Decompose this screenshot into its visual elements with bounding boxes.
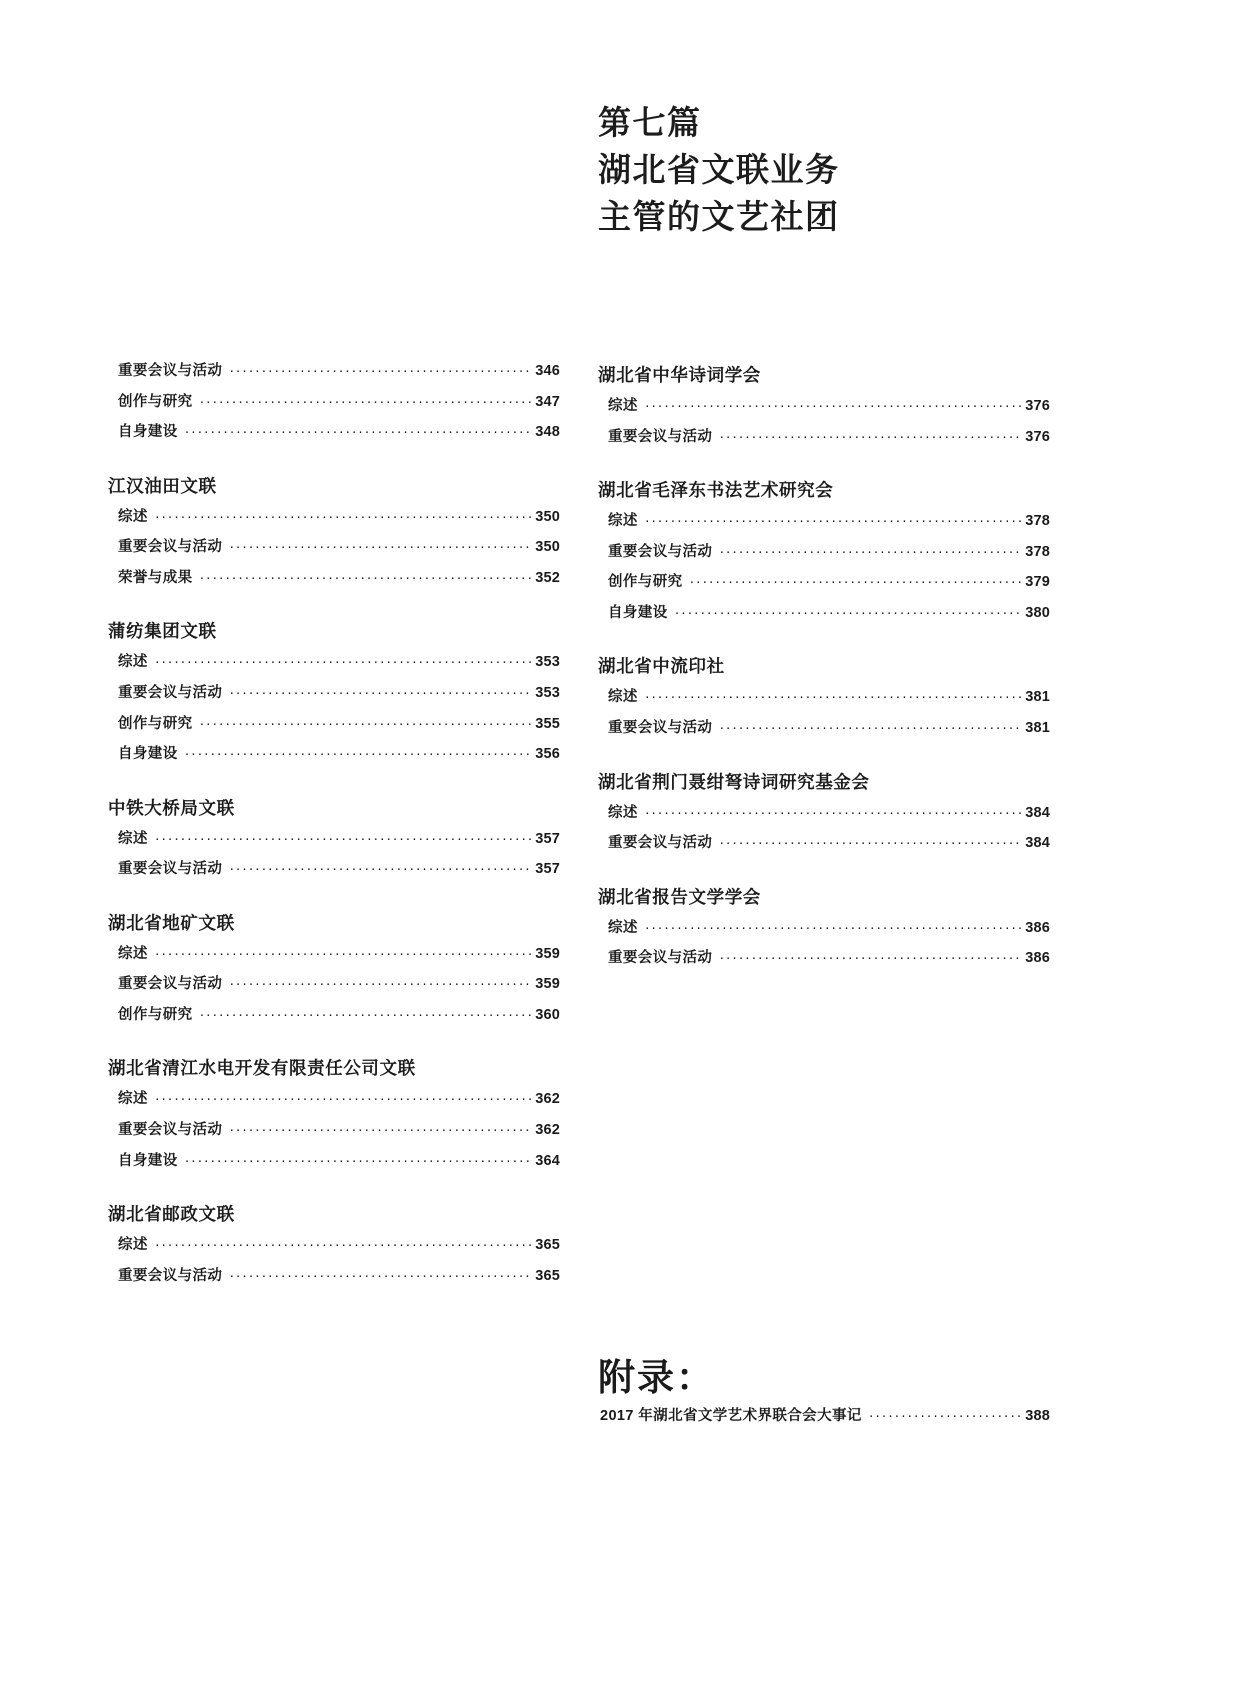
toc-entry-page-number: 357 (535, 861, 560, 878)
toc-entry-label: 综述 (118, 830, 148, 847)
toc-group-heading[interactable]: 湖北省荆门聂绀弩诗词研究基金会 (598, 771, 870, 792)
toc-entry[interactable] (108, 1236, 560, 1256)
toc-group (108, 473, 560, 589)
toc-entry-page-number: 356 (535, 746, 560, 763)
toc-leader-dots (185, 747, 533, 762)
toc-entry-label: 创作与研究 (118, 393, 193, 410)
toc-column-left (108, 362, 560, 1316)
toc-entry-page-number: 376 (1025, 398, 1050, 414)
toc-group (598, 884, 1050, 969)
toc-entry-page-number: 353 (535, 654, 560, 671)
toc-entry[interactable] (108, 1121, 560, 1141)
toc-entry[interactable] (598, 428, 1050, 448)
toc-entry[interactable] (108, 945, 560, 965)
toc-entry[interactable] (598, 573, 1050, 593)
toc-leader-dots (645, 399, 1022, 414)
toc-entry-label: 重要会议与活动 (608, 428, 713, 445)
toc-entry[interactable] (598, 512, 1050, 532)
toc-entry[interactable] (108, 975, 560, 995)
toc-entry-label: 重要会议与活动 (118, 363, 223, 379)
toc-entry-label: 综述 (118, 1091, 148, 1108)
toc-group (108, 1055, 560, 1171)
toc-entry-page-number: 352 (535, 569, 560, 586)
toc-entry-page-number: 384 (1025, 804, 1050, 821)
toc-entry-label: 2017 年湖北省文学艺术界联合会大事记 (600, 1407, 862, 1424)
toc-entry[interactable] (108, 569, 560, 589)
page-title-line-3: 主管的文艺社团 (598, 197, 840, 235)
toc-entry[interactable] (108, 1267, 560, 1287)
toc-entry-page-number: 386 (1025, 919, 1050, 936)
toc-entry-label: 重要会议与活动 (118, 861, 223, 878)
appendix-section (598, 1358, 1050, 1426)
toc-entry[interactable] (598, 543, 1050, 563)
toc-entry[interactable] (108, 362, 560, 382)
toc-entry-page-number: 357 (535, 830, 560, 847)
toc-entry-page-number: 364 (535, 1152, 560, 1169)
toc-entry-label: 综述 (608, 513, 638, 530)
toc-entry-label: 自身建设 (608, 604, 668, 621)
toc-leader-dots (155, 832, 532, 847)
toc-group (598, 477, 1050, 623)
toc-entry-label: 重要会议与活动 (608, 719, 713, 736)
toc-leader-dots (869, 1409, 1022, 1424)
toc-entry-label: 重要会议与活动 (608, 543, 713, 560)
toc-entry-label: 重要会议与活动 (118, 1267, 223, 1284)
page-title-line-1: 第七篇 (598, 104, 702, 141)
toc-entry[interactable] (598, 719, 1050, 739)
toc-leader-dots (229, 364, 532, 379)
toc-leader-dots (200, 395, 533, 410)
toc-group-heading[interactable]: 蒲纺集团文联 (108, 621, 217, 642)
toc-group (108, 618, 560, 764)
toc-leader-dots (200, 717, 533, 732)
toc-leader-dots (229, 540, 532, 555)
toc-group-heading[interactable]: 湖北省地矿文联 (108, 912, 235, 933)
toc-entry-page-number: 355 (535, 715, 560, 732)
toc-entry[interactable] (598, 688, 1050, 708)
toc-entry-page-number: 350 (535, 508, 560, 525)
toc-group (108, 362, 560, 443)
toc-group-heading[interactable]: 湖北省中华诗词学会 (598, 365, 761, 385)
toc-leader-dots (155, 655, 532, 670)
toc-group-heading[interactable]: 湖北省中流印社 (598, 656, 725, 677)
toc-entry-label: 综述 (608, 919, 638, 936)
toc-group (598, 653, 1050, 738)
toc-entry-page-number: 362 (535, 1122, 560, 1138)
toc-entry-label: 创作与研究 (118, 1006, 193, 1023)
toc-leader-dots (719, 545, 1022, 560)
toc-entry-label: 综述 (608, 804, 638, 821)
toc-entry-label: 重要会议与活动 (118, 539, 223, 556)
toc-leader-dots (155, 510, 532, 525)
toc-group-heading[interactable]: 中铁大桥局文联 (108, 797, 235, 818)
toc-leader-dots (690, 575, 1023, 590)
toc-entry-page-number: 380 (1025, 604, 1050, 621)
page-title-line-2: 湖北省文联业务 (598, 150, 840, 188)
toc-leader-dots (645, 514, 1022, 529)
toc-entry[interactable] (108, 538, 560, 558)
toc-leader-dots (155, 947, 532, 962)
toc-leader-dots (719, 721, 1022, 736)
toc-entry-page-number: 360 (535, 1006, 560, 1023)
toc-group (598, 362, 1050, 447)
toc-leader-dots (200, 1008, 533, 1023)
toc-entry[interactable] (108, 1152, 560, 1172)
toc-leader-dots (200, 571, 533, 586)
toc-leader-dots (185, 1154, 533, 1169)
toc-entry[interactable] (108, 1006, 560, 1026)
toc-entry[interactable] (108, 684, 560, 704)
toc-entry-page-number: 381 (1025, 689, 1050, 706)
toc-entry-page-number: 347 (535, 393, 560, 410)
toc-entry-page-number: 346 (535, 363, 560, 379)
toc-entry-label: 荣誉与成果 (118, 569, 193, 586)
toc-leader-dots (155, 1092, 532, 1107)
toc-group-heading[interactable]: 江汉油田文联 (108, 475, 217, 496)
toc-entry[interactable] (108, 393, 560, 413)
toc-group-heading[interactable]: 湖北省清江水电开发有限责任公司文联 (108, 1058, 416, 1079)
toc-leader-dots (645, 921, 1022, 936)
toc-group-heading[interactable]: 湖北省报告文学学会 (598, 886, 761, 907)
toc-entry[interactable] (598, 834, 1050, 854)
toc-leader-dots (719, 430, 1022, 445)
table-of-contents (0, 362, 1241, 1522)
toc-entry-page-number: 378 (1025, 513, 1050, 530)
toc-entry[interactable] (108, 860, 560, 880)
toc-group-heading[interactable]: 湖北省邮政文联 (108, 1204, 235, 1225)
toc-entry-page-number: 350 (535, 539, 560, 556)
toc-group (108, 910, 560, 1026)
toc-entry-page-number: 353 (535, 684, 560, 701)
toc-leader-dots (719, 836, 1022, 851)
toc-entry-label: 自身建设 (118, 1152, 178, 1169)
toc-entry[interactable] (598, 397, 1050, 417)
toc-entry-label: 综述 (608, 689, 638, 706)
toc-entry-label: 综述 (118, 945, 148, 962)
toc-entry-page-number: 379 (1025, 574, 1050, 591)
toc-entry-page-number: 365 (535, 1237, 560, 1254)
toc-entry[interactable] (108, 715, 560, 735)
toc-leader-dots (675, 606, 1023, 621)
toc-entry[interactable] (108, 653, 560, 673)
toc-entry-label: 综述 (118, 1237, 148, 1254)
toc-entry-page-number: 381 (1025, 719, 1050, 736)
toc-entry-label: 重要会议与活动 (118, 976, 223, 993)
toc-entry-label: 综述 (118, 654, 148, 671)
toc-entry-label: 创作与研究 (118, 715, 193, 732)
toc-leader-dots (229, 686, 532, 701)
appendix-entry-list (598, 1407, 1050, 1427)
toc-entry-label: 重要会议与活动 (608, 950, 713, 967)
toc-leader-dots (185, 425, 533, 440)
toc-entry-page-number: 378 (1025, 543, 1050, 560)
toc-entry-label: 重要会议与活动 (608, 835, 713, 852)
toc-leader-dots (229, 977, 532, 992)
toc-entry-page-number: 376 (1025, 428, 1050, 445)
toc-entry-page-number: 362 (535, 1091, 560, 1108)
toc-entry-label: 创作与研究 (608, 574, 683, 591)
toc-entry-label: 自身建设 (118, 424, 178, 441)
toc-entry[interactable] (598, 1407, 1050, 1427)
toc-entry-page-number: 365 (535, 1267, 560, 1284)
toc-group (598, 769, 1050, 854)
toc-group-heading[interactable]: 湖北省毛泽东书法艺术研究会 (598, 480, 834, 501)
toc-leader-dots (229, 1269, 532, 1284)
toc-entry-label: 自身建设 (118, 746, 178, 763)
toc-entry[interactable] (108, 830, 560, 850)
toc-entry-page-number: 348 (535, 424, 560, 441)
toc-entry-page-number: 384 (1025, 835, 1050, 852)
toc-leader-dots (645, 690, 1022, 705)
toc-group (108, 1201, 560, 1286)
toc-entry[interactable] (108, 1090, 560, 1110)
toc-entry[interactable] (598, 804, 1050, 824)
appendix-title: 附录： (598, 1357, 715, 1398)
toc-entry-label: 综述 (608, 398, 638, 414)
toc-entry[interactable] (598, 949, 1050, 969)
toc-entry-label: 重要会议与活动 (118, 1122, 223, 1138)
toc-leader-dots (645, 806, 1022, 821)
toc-leader-dots (719, 951, 1022, 966)
toc-leader-dots (229, 862, 532, 877)
toc-group (108, 795, 560, 880)
toc-entry-label: 综述 (118, 508, 148, 525)
page-title (598, 100, 1018, 241)
toc-column-right (598, 362, 1050, 999)
toc-entry[interactable] (108, 745, 560, 765)
toc-entry-label: 重要会议与活动 (118, 684, 223, 701)
toc-leader-dots (229, 1123, 532, 1138)
toc-entry[interactable] (598, 919, 1050, 939)
toc-entry[interactable] (108, 423, 560, 443)
toc-entry-page-number: 388 (1025, 1407, 1050, 1424)
toc-entry-page-number: 386 (1025, 950, 1050, 967)
toc-entry[interactable] (598, 604, 1050, 624)
toc-entry[interactable] (108, 508, 560, 528)
toc-entry-page-number: 359 (535, 945, 560, 962)
toc-leader-dots (155, 1238, 532, 1253)
toc-entry-page-number: 359 (535, 976, 560, 993)
